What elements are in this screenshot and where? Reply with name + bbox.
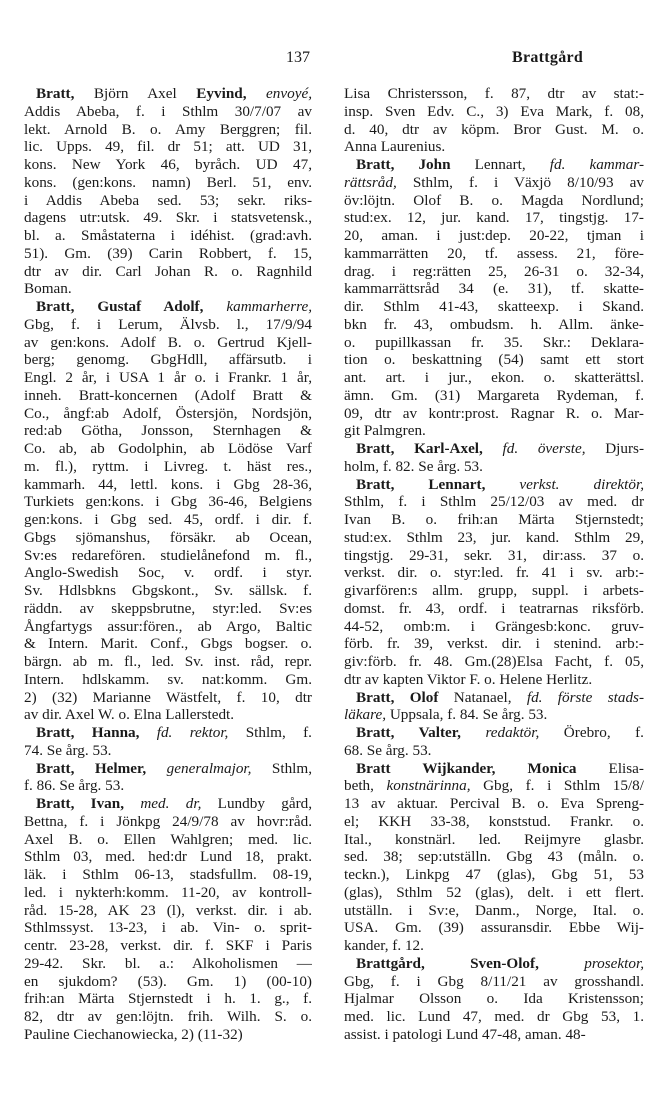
line-text: giv:förb. fr. 48. Gm.(28)Elsa Facht, f. 05, [344,653,644,670]
line-text: Uppsala, f. 84. Se årg. 53. [386,706,548,724]
line-text: Björn Axel [74,85,197,102]
text-line [24,955,312,973]
text-line [344,635,644,653]
entry-title: kammarherre, [203,298,312,315]
text-line [344,405,644,423]
text-line [24,529,312,547]
line-text: av gen:kons. Adolf B. o. Gertrud Kjell- [24,333,312,351]
line-text: Djurs- [585,440,644,457]
entry-name: Bratt, Olof [356,688,439,706]
line-text: Addis Abeba, f. i Sthlm 30/7/07 av [24,102,312,120]
text-line [24,653,312,671]
line-text: tingstjg. 29-31, sekr. 31, dir:ass. 37 o. [344,546,644,564]
line-text: kammarh. 44, lettl. kons. i Gbg 28-36, [24,475,312,493]
text-line [344,866,644,884]
text-line [24,263,312,281]
text-line [344,937,644,955]
text-line [24,511,312,529]
line-text: o. pupillkassan fr. 35. Skr.: Deklara- [344,333,644,351]
line-text: 74. Se årg. 53. [24,741,112,759]
text-line [344,582,644,600]
text-line [344,973,644,991]
text-line [24,493,312,511]
text-line [24,422,312,440]
text-line [24,156,312,174]
line-text: med. lic. Lund 47, med. dr Gbg 53, 1. [344,1008,644,1025]
line-text: Anna Laurenius. [344,138,446,156]
line-text: Boman. [24,280,72,298]
entry-name: Brattgård, Sven-Olof, [356,954,539,972]
line-text: verkst. dir. o. styr:led. fr. 41 i sv. arb:- [344,564,644,582]
text-line [24,689,312,707]
text-line [24,813,312,831]
line-text: 44-52, omb:m. i Grängesb:konc. gruv- [344,617,644,635]
text-line [344,653,644,671]
line-text: Co. ab, ab Godolphin, ab Lödöse Varf [24,440,312,457]
text-line [344,280,644,298]
line-text: i Addis Abeba sed. 53; sekr. riks- [24,191,312,209]
text-line [344,564,644,582]
text-line [24,298,312,316]
text-line [24,831,312,849]
line-text: av dir. Axel W. o. Elna Lallerstedt. [24,706,235,724]
line-text: lekt. Arnold B. o. Amy Berggren; fil. [24,120,312,138]
entry-name: Bratt, Hanna, [36,724,140,741]
line-text: förb. fr. 39, verkst. dir. i stenind. arb:- [344,635,644,653]
text-line [24,671,312,689]
text-line [344,227,644,245]
line-text: Axel B. o. Ellen Wahlgren; med. lic. [24,830,312,848]
left-column [24,85,312,1044]
line-text: dir. Sthlm 41-43, skatteexp. i Skand. [344,298,644,315]
line-text: 82, dtr av gen:löjtn. frih. Wilh. S. o. [24,1008,312,1025]
text-line [344,529,644,547]
text-line [344,85,644,103]
line-text: Ångfartygs assur:fören., ab Argo, Baltic [24,617,312,635]
entry-title: fd. rektor, [139,724,229,741]
line-text: bärgn. ab m. fl., led. Sv. inst. råd, repr. [24,653,312,670]
line-text: Ivan B. o. frih:an Märta Stjernstedt; [344,511,644,528]
entry-name: Bratt Wijkander, Monica [356,759,577,777]
text-line [24,919,312,937]
line-text: Turkiets gen:kons. i Gbg 36-46, Belgiens [24,493,312,511]
text-line [344,902,644,920]
text-line [24,280,312,298]
text-line [344,742,644,760]
line-text: teckn.), Linkpg 47 (glas), Gbg 51, 53 [344,866,644,883]
text-line [24,973,312,991]
line-text: led. i nykterh:komm. 11-20, av kontroll- [24,883,312,901]
line-text: ant. art. i jur., ekon. o. skatterättsl. [344,369,644,386]
text-line [344,422,644,440]
line-text: utställn. i Sv:e, Danm., Norge, Ital. o. [344,901,644,919]
line-text: d. 40, dtr av köpm. Bror Gust. M. o. [344,120,644,138]
line-text: kammarrättsråd 34 (e. 31), tf. skatte- [344,280,644,298]
line-text: Lennart, [450,156,526,173]
text-line [344,1026,644,1044]
entry-title: verkst. direktör, [485,475,644,493]
line-text: git Palmgren. [344,422,426,440]
text-line [344,1008,644,1026]
line-text: dtr av dir. Carl Johan R. o. Ragnhild [24,262,312,280]
line-text: Engl. 2 år, i USA 1 år o. i Frankr. 1 år, [24,369,312,386]
line-text: givarfören:s allm. grupp, suppl. i arbets- [344,582,644,599]
text-line [344,458,644,476]
line-text: berg; genomg. GbgHdll, affärsutb. i [24,351,312,369]
text-line [344,440,644,458]
text-line [24,618,312,636]
line-text: Gbg, f. i Sthlm 15/8/ [470,777,644,795]
line-text: domst. fr. 43, ordf. i teatrarnas riksförb. [344,599,644,617]
line-text: räddn. av skeppsbrutne, styr:led. Sv:es [24,599,312,617]
text-line [344,955,644,973]
text-line [344,760,644,778]
text-line [344,884,644,902]
text-line [344,334,644,352]
line-text: Gbgs sjömanshus, försäkr. ab Ocean, [24,528,312,546]
line-text: Sv:es redarefören. studielånefond m. fl., [24,546,312,564]
entry-name: Bratt, Valter, [356,724,461,741]
line-text: Natanael, [438,688,512,706]
entry-name: Bratt, Karl-Axel, [356,440,483,457]
text-line [344,156,644,174]
text-line [344,369,644,387]
text-line [344,547,644,565]
entry-title: redaktör, [460,724,540,741]
running-head: Brattgård [512,49,584,66]
line-text: ämn. Gm. (31) Margareta Rydeman, f. [344,386,644,404]
entry-title: prosektor, [538,954,644,972]
line-text: råd. 15-28, AK 23 (l), verkst. dir. i ab. [24,901,312,919]
line-text: dagens utr:utsk. 49. Skr. i statsvetensk., [24,209,312,227]
text-line [24,103,312,121]
line-text: kons. New York 46, byråch. UD 47, [24,156,312,173]
line-text: (glas), Sthlm 52 (glas), delt. i ett flert. [344,883,644,901]
text-line [344,121,644,139]
line-text: Sthlm, f. i Växjö 8/10/93 av [396,173,644,191]
text-line [344,209,644,227]
text-line [344,245,644,263]
text-line [344,724,644,742]
line-text: frih:an Märta Stjernstedt i h. 1. g., f. [24,990,312,1008]
text-line [344,351,644,369]
line-text: holm, f. 82. Se årg. 53. [344,457,483,475]
line-text: 29-42. Skr. bl. a.: Alkoholismen — [24,954,312,972]
text-line [344,103,644,121]
text-line [24,1008,312,1026]
line-text: Sv. Hdlsbkns Gbgskont., Sv. sällsk. f. [24,582,312,599]
line-text: stud:ex. Sthlm 23, jur. kand. Sthlm 29, [344,528,644,546]
right-column [344,85,644,1044]
line-text: Lundby gård, [201,795,312,812]
text-line [24,405,312,423]
line-text: drag. i reg:rätten 25, 26-31 o. 32-34, [344,262,644,280]
text-line [24,334,312,352]
text-line [24,174,312,192]
line-text: Sthlmssyst. 13-23, i ab. Vin- o. sprit- [24,919,312,937]
text-line [344,689,644,707]
line-text: kons. (gen:kons. namn) Berl. 51, env. [24,173,312,191]
text-line [24,902,312,920]
text-line [344,618,644,636]
line-text: lic. Upps. 49, fil. dr 51; att. UD 31, [24,138,312,156]
line-text: bl. a. Småstaterna i idéhist. (grad:avh. [24,227,312,244]
line-text: 13 av aktuar. Percival B. o. Eva Spreng- [344,795,644,812]
line-text: f. 86. Se årg. 53. [24,777,125,795]
line-text: Anglo-Swedish Soc, v. ordf. i styr. [24,564,312,582]
entry-title: envoyé, [246,85,312,102]
text-line [24,600,312,618]
entry-title: med. dr, [124,795,202,812]
line-text: gen:kons. i Gbg sed. 45, ordf. i dir. f. [24,511,312,528]
line-text: en sjukdom? (53). Gm. 1) (00-10) [24,972,312,990]
line-text: tion o. beskattning (54) samt ett stort [344,351,644,369]
text-line [24,458,312,476]
text-line [344,493,644,511]
line-text: dtr av kapten Viktor F. o. Helene Herlitz. [344,670,593,688]
page-number: 137 [286,49,310,66]
line-text: Sthlm 03, med. hed:dr Lund 18, prakt. [24,848,312,866]
text-line [344,848,644,866]
line-text: Elisa- [576,759,644,777]
text-line [24,990,312,1008]
line-text: Sthlm, f. [228,724,312,741]
line-text: 09, dtr av kontr:prost. Ragnar R. o. Mar- [344,404,644,422]
text-line [344,777,644,795]
line-text: Sthlm, f. i Sthlm 25/12/03 av med. dr [344,493,644,511]
text-line [24,937,312,955]
text-line [24,316,312,334]
line-text: red:ab Götha, Jonsson, Sternhagen & [24,422,312,440]
text-line [344,192,644,210]
text-line [24,795,312,813]
text-line [24,724,312,742]
entry-name: Bratt, Ivan, [36,795,125,812]
line-text: kammarrätten 20, tf. assess. 21, före- [344,244,644,262]
entry-name: Eyvind, [196,85,247,102]
text-line [344,174,644,192]
line-text: & Intern. Marit. Conf., Gbgs bogser. o. [24,635,312,653]
text-line [344,476,644,494]
entry-title: generalmajor, [146,759,252,777]
line-text: Sthlm, [251,759,312,777]
entry-name: Bratt, Lennart, [356,475,486,493]
text-line [24,351,312,369]
text-line [24,848,312,866]
text-line [24,85,312,103]
text-line [344,831,644,849]
line-text: centr. 23-28, verkst. dir. f. SKF i Paris [24,937,312,954]
text-line [344,813,644,831]
text-line [24,440,312,458]
line-text: Intern. hdlskamm. sv. nat:komm. Gm. [24,670,312,688]
text-line [24,706,312,724]
text-line [344,671,644,689]
line-text: 68. Se årg. 53. [344,741,432,759]
text-line [24,227,312,245]
text-line [24,547,312,565]
line-text: öv:löjtn. Olof B. o. Magda Nordlund; [344,191,644,209]
text-line [24,866,312,884]
text-line [344,990,644,1008]
line-text: el; KKH 33-38, konststud. Frankr. o. [344,812,644,830]
text-line [24,760,312,778]
text-line [24,884,312,902]
text-line [24,582,312,600]
entry-title: fd. kammar- [525,156,644,173]
line-text: 51). Gm. (39) Carin Robbert, f. 15, [24,244,312,262]
line-text: Örebro, f. [539,724,644,741]
text-line [24,121,312,139]
line-text: assist. i patologi Lund 47-48, aman. 48- [344,1025,586,1043]
text-line [24,476,312,494]
entry-name: Bratt, John [356,156,451,173]
line-text: insp. Sven Edv. C., 3) Eva Mark, f. 08, [344,102,644,120]
line-text: Co., ångf:ab Adolf, Östersjön, Nordsjön, [24,404,312,422]
entry-title: rättsråd, [344,173,397,191]
line-text: kander, f. 12. [344,937,424,954]
entry-title: fd. överste, [482,440,586,457]
text-line [344,600,644,618]
text-line [344,511,644,529]
text-line [24,742,312,760]
entry-name: Bratt, [36,85,75,102]
text-line [344,919,644,937]
line-text: Hjalmar Olsson o. Ida Kristensson; [344,990,644,1008]
line-text: bkn fr. 43, ombudsm. h. Allm. änke- [344,315,644,333]
entry-title: fd. förste stads- [511,688,644,706]
text-line [24,192,312,210]
line-text: stud:ex. 12, jur. kand. 17, tingstjg. 17- [344,209,644,227]
text-line [24,635,312,653]
entry-name: Bratt, Gustaf Adolf, [36,298,204,315]
text-line [344,298,644,316]
text-line [24,564,312,582]
entry-title: läkare, [344,706,387,724]
line-text: 2) (32) Marianne Wästfelt, f. 10, dtr [24,688,312,706]
text-line [24,777,312,795]
line-text: Lisa Christersson, f. 87, dtr av stat:- [344,85,644,102]
text-line [344,263,644,281]
line-text: sed. 38; sep:utställn. Gbg 43 (måln. o. [344,848,644,866]
line-text: läk. i Sthlm 06-13, stadsfullm. 08-19, [24,866,312,883]
line-text: USA. Gm. (39) assuransdir. Ebbe Wij- [344,919,644,937]
text-line [344,706,644,724]
text-line [24,209,312,227]
text-line [24,369,312,387]
text-line [344,387,644,405]
line-text: Bettna, f. i Jönkpg 24/9/78 av hovr:råd. [24,812,312,830]
line-text: inneh. Bratt-koncernen (Adolf Bratt & [24,386,312,404]
text-line [24,387,312,405]
text-line [344,316,644,334]
line-text: m. fl.), ryttm. i Livreg. t. häst res., [24,457,312,475]
text-line [344,795,644,813]
entry-name: Bratt, Helmer, [36,759,147,777]
line-text: Ital., konstnärl. led. Reijmyre glasbr. [344,830,644,848]
text-line [344,138,644,156]
line-text: Gbg, f. i Lerum, Älvsb. l., 17/9/94 [24,315,312,333]
line-text: Pauline Ciechanowiecka, 2) (11-32) [24,1025,243,1043]
text-line [24,138,312,156]
text-line [24,245,312,263]
line-text: 20, aman. i just:dep. 20-22, tjman i [344,227,644,244]
text-line [24,1026,312,1044]
entry-title: konstnärinna, [373,777,471,795]
line-text: beth, [344,777,374,795]
line-text: Gbg, f. i Gbg 8/11/21 av grosshandl. [344,972,644,990]
